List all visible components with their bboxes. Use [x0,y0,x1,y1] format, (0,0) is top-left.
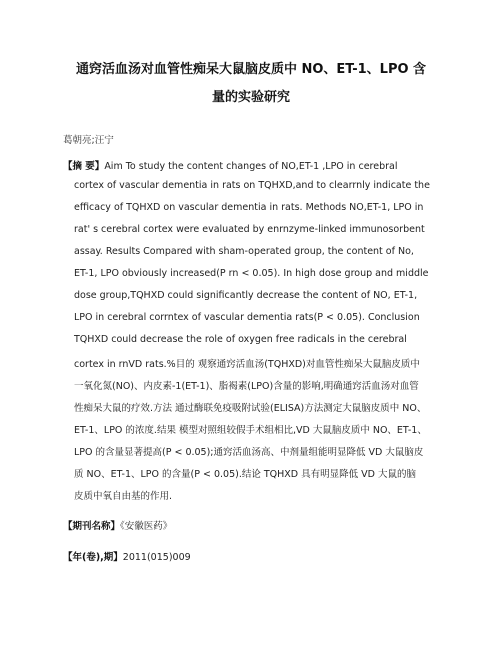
abstract-line [63,158,397,172]
abstract-line: rat' s cerebral cortex were evaluated by enrnzyme-linked immunosorbent [74,224,425,235]
abstract-line: assay. Results Compared with sham-operated group, the content of No, [74,246,414,257]
journal-name [63,518,172,532]
abstract-line: ET-1, LPO obviously increased(P rn < 0.05). In high dose group and middle [74,268,429,279]
abstract-line: 一氧化氮(NO)、内皮素-1(ET-1)、脂褐素(LPO)含量的影响,明确通窍活血汤对血管 [74,381,419,392]
abstract-line: LPO 的含量显著提高(P < 0.05);通窍活血汤高、中剂量组能明显降低 VD 大鼠脑皮 [74,447,424,458]
abstract-line: 性痴呆大鼠的疗效.方法 通过酶联免疫吸附试验(ELISA)方法测定大鼠脑皮质中 NO、 [74,403,427,414]
abstract-line: 皮质中氧自由基的作用. [74,491,173,502]
abstract-text: Aim To study the content changes of NO,ET-1 ,LPO in cerebral [104,161,398,172]
journal-value: 《安徽医药》 [120,521,173,532]
issue-label: 【年(卷),期】 [63,552,123,563]
abstract-line: 质 NO、ET-1、LPO 的含量(P < 0.05).结论 TQHXD 具有明显降低 VD 大鼠的脑 [74,469,416,480]
abstract-line: LPO in cerebral corrntex of vascular dementia rats(P < 0.05). Conclusion [74,312,420,323]
issue-value: 2011(015)009 [122,552,191,563]
abstract-line: cortex of vascular dementia in rats on TQHXD,and to clearrnly indicate the [74,180,430,191]
abstract-label: 【摘 要】 [63,161,105,172]
journal-label: 【期刊名称】 [63,521,121,532]
title-line-2: 量的实验研究 [211,90,290,105]
abstract-line: ET-1、LPO 的浓度.结果 模型对照组较假手术组相比,VD 大鼠脑皮质中 NO、ET-1、 [74,425,427,436]
abstract-line: efficacy of TQHXD on vascular dementia in rats. Methods NO,ET-1, LPO in [74,202,424,213]
title-line-1: 通窍活血汤对血管性痴呆大鼠脑皮质中 NO、ET-1、LPO 含 [75,62,427,77]
issue-info [63,549,191,563]
abstract-line: cortex in rnVD rats.%目的 观察通窍活血汤(TQHXD)对血管性痴呆大鼠脑皮质中 [74,359,420,370]
abstract-line: dose group,TQHXD could significantly decrease the content of NO, ET-1, [74,290,418,301]
abstract-line: TQHXD could decrease the role of oxygen free radicals in the cerebral [74,334,407,345]
authors: 葛朝亮;汪宁 [63,135,114,146]
